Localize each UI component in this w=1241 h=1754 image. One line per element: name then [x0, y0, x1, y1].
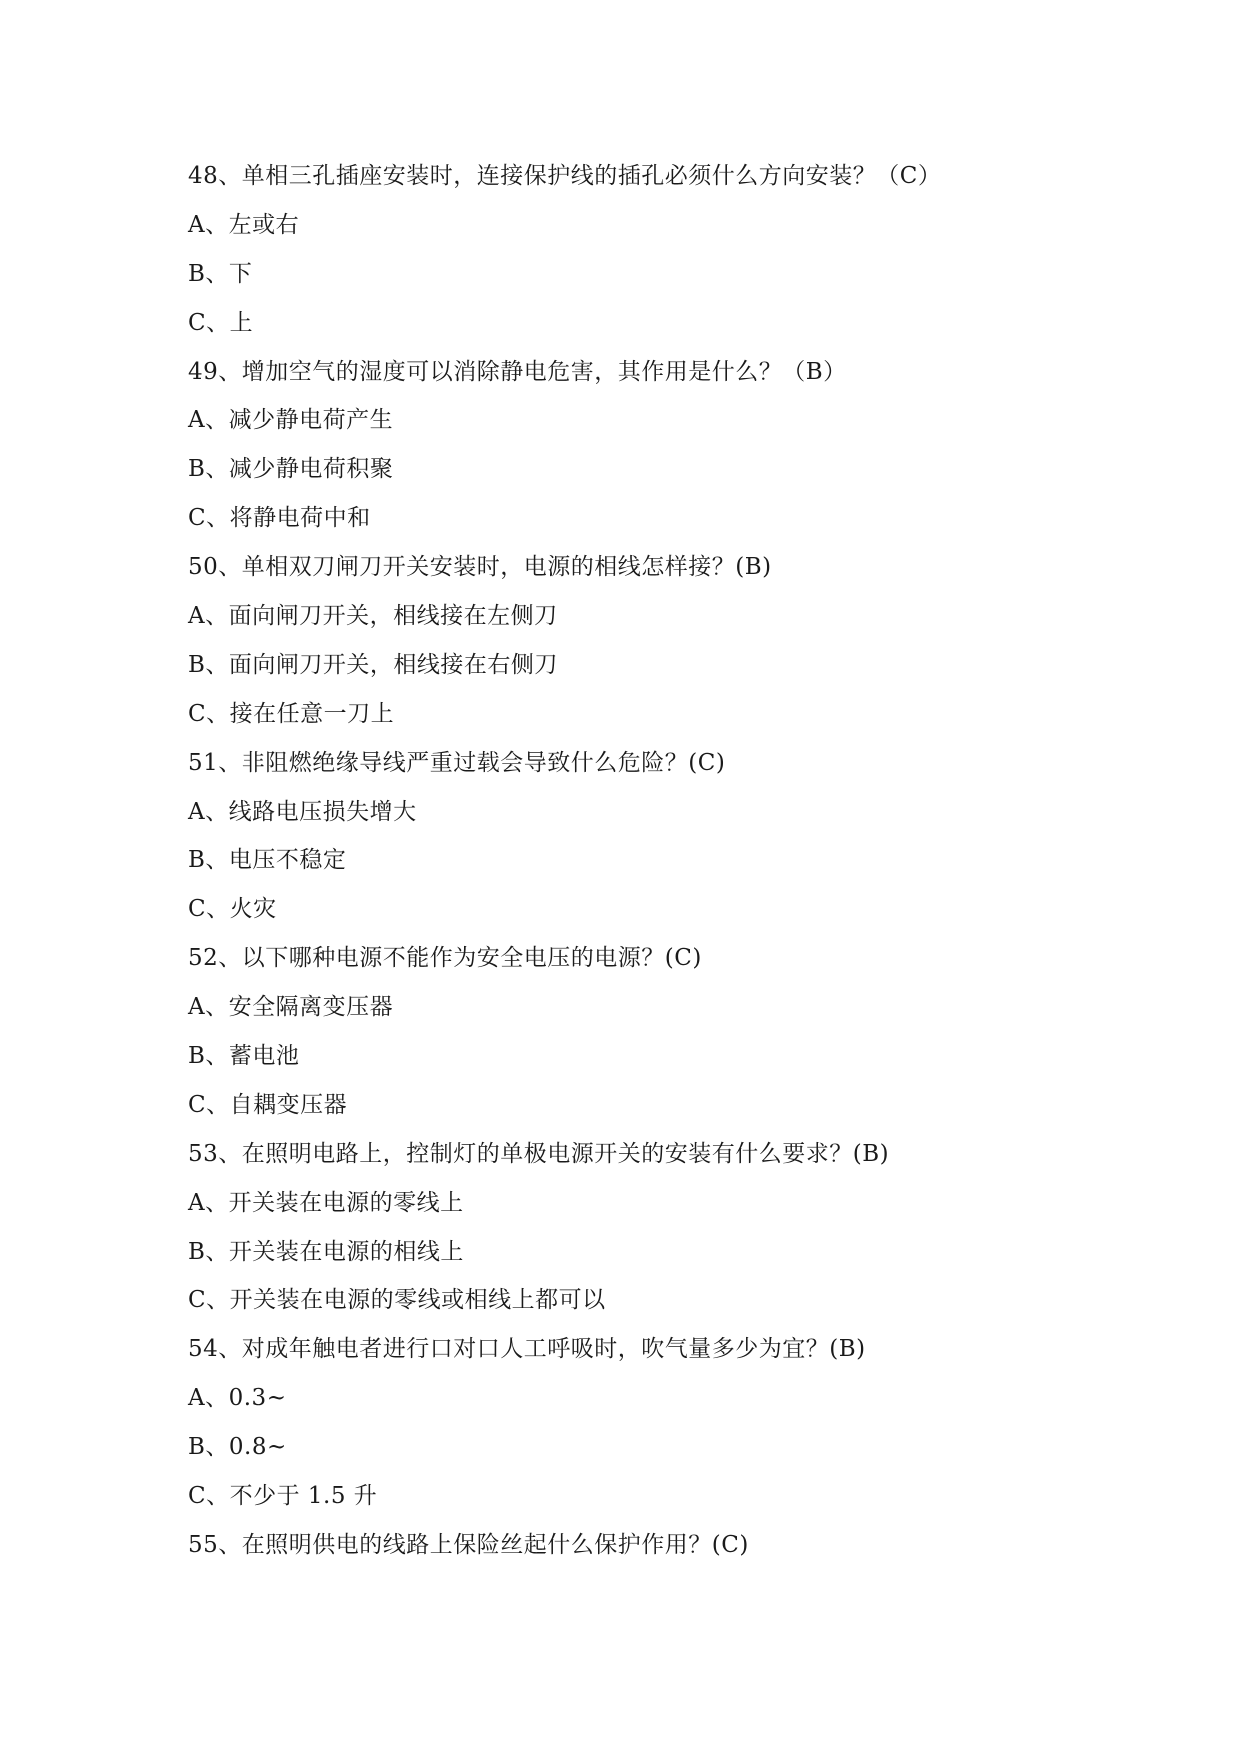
option-54-a: A、0.3~ [188, 1385, 287, 1412]
option-50-b: B、面向闸刀开关，相线接在右侧刀 [188, 651, 558, 678]
option-53-c: C、开关装在电源的零线或相线上都可以 [188, 1287, 606, 1314]
question-53: 53、在照明电路上，控制灯的单极电源开关的安装有什么要求？(B) [188, 1140, 890, 1167]
question-55: 55、在照明供电的线路上保险丝起什么保护作用？(C) [188, 1531, 749, 1558]
option-48-c: C、上 [188, 309, 254, 336]
option-54-c: C、不少于 1.5 升 [188, 1483, 378, 1510]
option-51-a: A、线路电压损失增大 [188, 798, 417, 825]
option-51-b: B、电压不稳定 [188, 847, 347, 874]
option-49-c: C、将静电荷中和 [188, 505, 371, 532]
option-48-a: A、左或右 [188, 211, 300, 238]
option-50-a: A、面向闸刀开关，相线接在左侧刀 [188, 603, 558, 630]
option-52-a: A、安全隔离变压器 [188, 994, 394, 1021]
question-49: 49、增加空气的湿度可以消除静电危害，其作用是什么？（B） [188, 358, 847, 385]
question-50: 50、单相双刀闸刀开关安装时，电源的相线怎样接？(B) [188, 554, 772, 581]
option-53-a: A、开关装在电源的零线上 [188, 1189, 464, 1216]
option-49-b: B、减少静电荷积聚 [188, 456, 394, 483]
option-48-b: B、下 [188, 260, 253, 287]
option-52-b: B、蓄电池 [188, 1043, 300, 1070]
option-53-b: B、开关装在电源的相线上 [188, 1238, 464, 1265]
question-48: 48、单相三孔插座安装时，连接保护线的插孔必须什么方向安装？（C） [188, 163, 942, 189]
option-54-b: B、0.8~ [188, 1434, 287, 1461]
question-52: 52、以下哪种电源不能作为安全电压的电源？(C) [188, 945, 702, 972]
option-52-c: C、自耦变压器 [188, 1091, 348, 1118]
option-49-a: A、减少静电荷产生 [188, 407, 394, 434]
question-51: 51、非阻燃绝缘导线严重过载会导致什么危险？(C) [188, 749, 726, 776]
option-51-c: C、火灾 [188, 896, 277, 923]
option-50-c: C、接在任意一刀上 [188, 700, 395, 727]
question-list [188, 152, 1088, 1570]
question-54: 54、对成年触电者进行口对口人工呼吸时，吹气量多少为宜？(B) [188, 1336, 866, 1363]
